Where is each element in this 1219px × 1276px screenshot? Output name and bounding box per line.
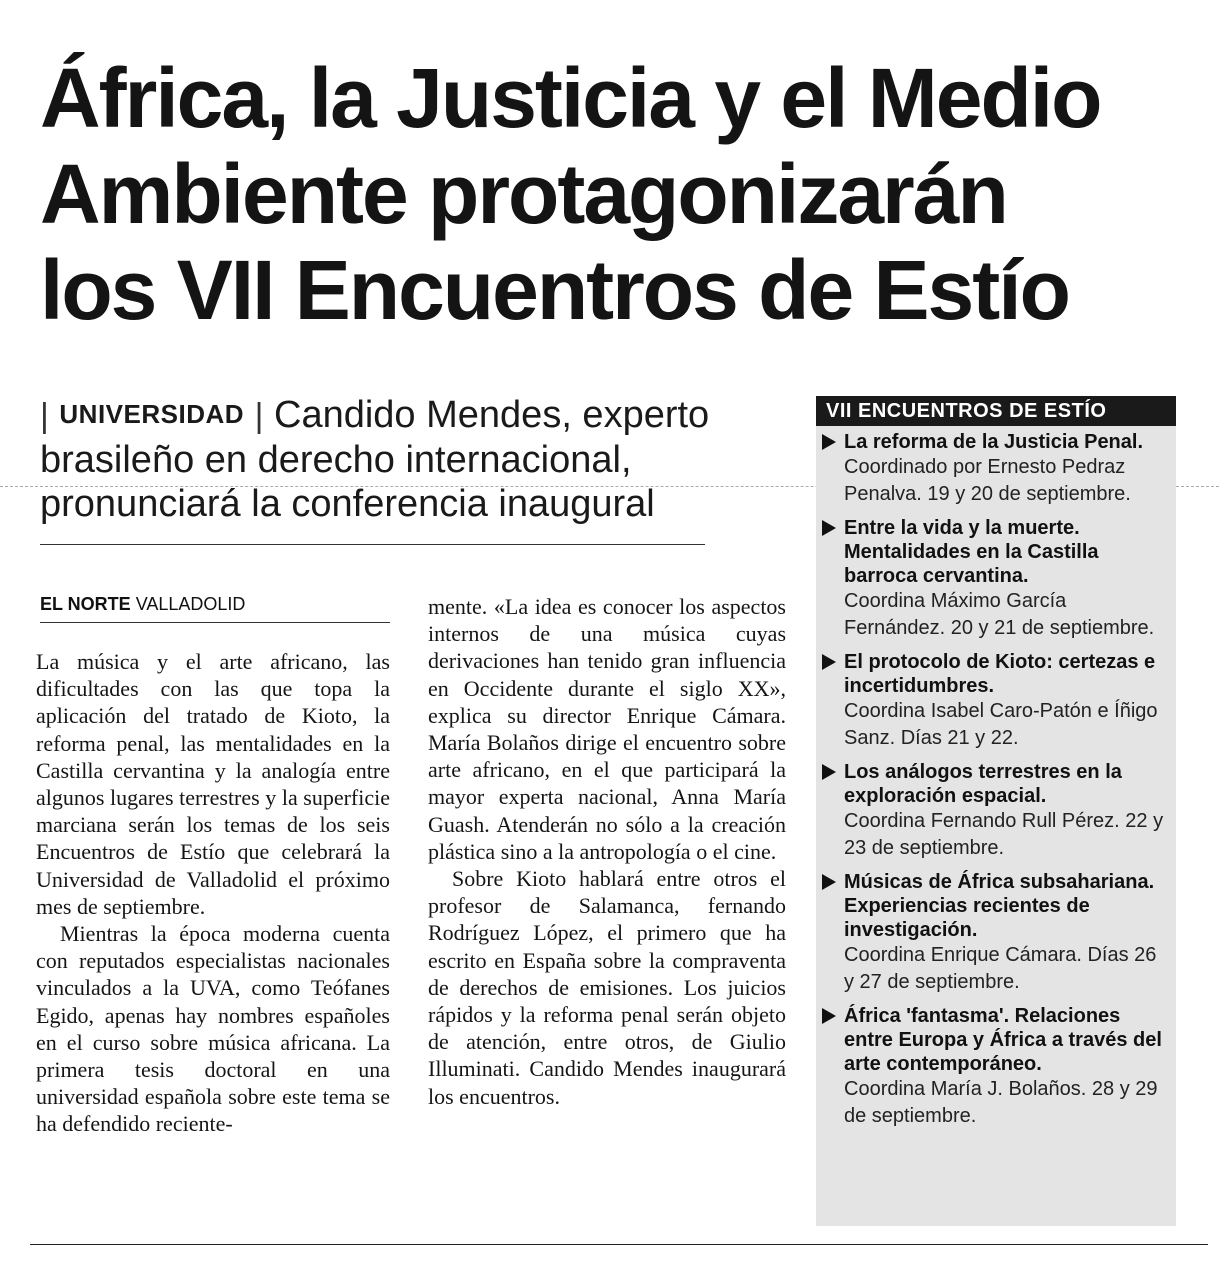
sidebar-item (816, 646, 1176, 756)
sidebar-item (816, 426, 1176, 512)
byline-city: VALLADOLID (135, 594, 246, 614)
subheadline: | UNIVERSIDAD | Candido Mendes, experto brasileño en derecho internacional, pronunciará la conferencia inaugural (40, 394, 710, 525)
triangle-bullet-icon (822, 654, 836, 670)
sidebar-item (816, 866, 1176, 1000)
headline (40, 50, 1180, 338)
sidebar-item-detail: Coordina Máximo García Fernández. 20 y 21 de septiembre. (844, 590, 1155, 639)
paragraph: Sobre Kioto hablará entre otros el profesor de Salamanca, fernando Rodríguez López, el primero que ha escrito en España sobre la compraventa de derechos de emisiones. Los juicios rápidos y la reforma penal serán objeto de atención, entre otros, de Giulio Illuminati. Candido Mendes inaugurará los encuentros. (428, 866, 786, 1109)
article-column-1 (36, 648, 390, 1138)
sidebar-item-detail: Coordinado por Ernesto Pedraz Penalva. 19 y 20 de septiembre. (844, 456, 1131, 505)
sidebar-item-title: Entre la vida y la muerte. Mentalidades en la Castilla barroca cervantina. (844, 517, 1099, 587)
headline-line-1: África, la Justicia y el Medio (40, 51, 1101, 145)
sidebar-item-detail: Coordina Isabel Caro-Patón e Íñigo Sanz. Días 21 y 22. (844, 700, 1158, 749)
subhead-rule (40, 544, 705, 545)
sidebar-item-detail: Coordina Fernando Rull Pérez. 22 y 23 de septiembre. (844, 810, 1164, 859)
bottom-rule (30, 1244, 1208, 1245)
sidebar-item-detail: Coordina Enrique Cámara. Días 26 y 27 de septiembre. (844, 944, 1157, 993)
headline-line-3: los VII Encuentros de Estío (40, 243, 1069, 337)
byline-outlet: EL NORTE (40, 594, 131, 614)
sidebar-item-title: Los análogos terrestres en la exploración espacial. (844, 761, 1122, 807)
headline-line-2: Ambiente protagonizarán (40, 147, 1007, 241)
triangle-bullet-icon (822, 764, 836, 780)
sidebar-item-title: El protocolo de Kioto: certezas e incertidumbres. (844, 651, 1156, 697)
triangle-bullet-icon (822, 1008, 836, 1024)
sidebar-item (816, 1000, 1176, 1134)
sidebar-title: VII ENCUENTROS DE ESTÍO (816, 396, 1176, 426)
article-column-2 (428, 593, 786, 1110)
sidebar-item-title: La reforma de la Justicia Penal. (844, 431, 1144, 453)
byline-rule (40, 622, 390, 623)
triangle-bullet-icon (822, 434, 836, 450)
triangle-bullet-icon (822, 874, 836, 890)
byline (40, 594, 245, 615)
sidebar-item-title: Músicas de África subsahariana. Experiencias recientes de investigación. (844, 871, 1155, 941)
paragraph: Mientras la época moderna cuenta con reputados especialistas nacionales vinculados a la UVA, como Teófanes Egido, apenas hay nombres españoles en el curso sobre música africana. La primera tesis doctoral en una universidad española sobre este tema se ha defendido reciente- (36, 921, 390, 1137)
sidebar-box (816, 396, 1176, 1226)
sidebar-item-detail: Coordina María J. Bolaños. 28 y 29 de septiembre. (844, 1078, 1158, 1127)
paragraph: mente. «La idea es conocer los aspectos internos de una música cuyas derivaciones han tenido gran influencia en Occidente durante el siglo XX», explica su director Enrique Cámara. María Bolaños dirige el encuentro sobre arte africano, en el que participará la mayor experta nacional, Anna María Guash. Atenderán no sólo a la creación plástica sino a la antropología o el cine. (428, 594, 786, 864)
sidebar-item (816, 756, 1176, 866)
section-label: UNIVERSIDAD (59, 399, 245, 429)
sidebar-item-title: África 'fantasma'. Relaciones entre Europa y África a través del arte contemporáneo. (844, 1005, 1162, 1075)
sidebar-item (816, 512, 1176, 646)
triangle-bullet-icon (822, 520, 836, 536)
paragraph: La música y el arte africano, las dificultades con las que topa la aplicación del tratado de Kioto, la reforma penal, las mentalidades en la Castilla cervantina y la analogía entre algunos lugares terrestres y la superficie marciana serán los temas de los seis Encuentros de Estío que celebrará la Universidad de Valladolid el próximo mes de septiembre. (36, 649, 390, 919)
subheadline-text: Candido Mendes, experto brasileño en derecho internacional, pronunciará la conferencia inaugural (40, 394, 710, 525)
